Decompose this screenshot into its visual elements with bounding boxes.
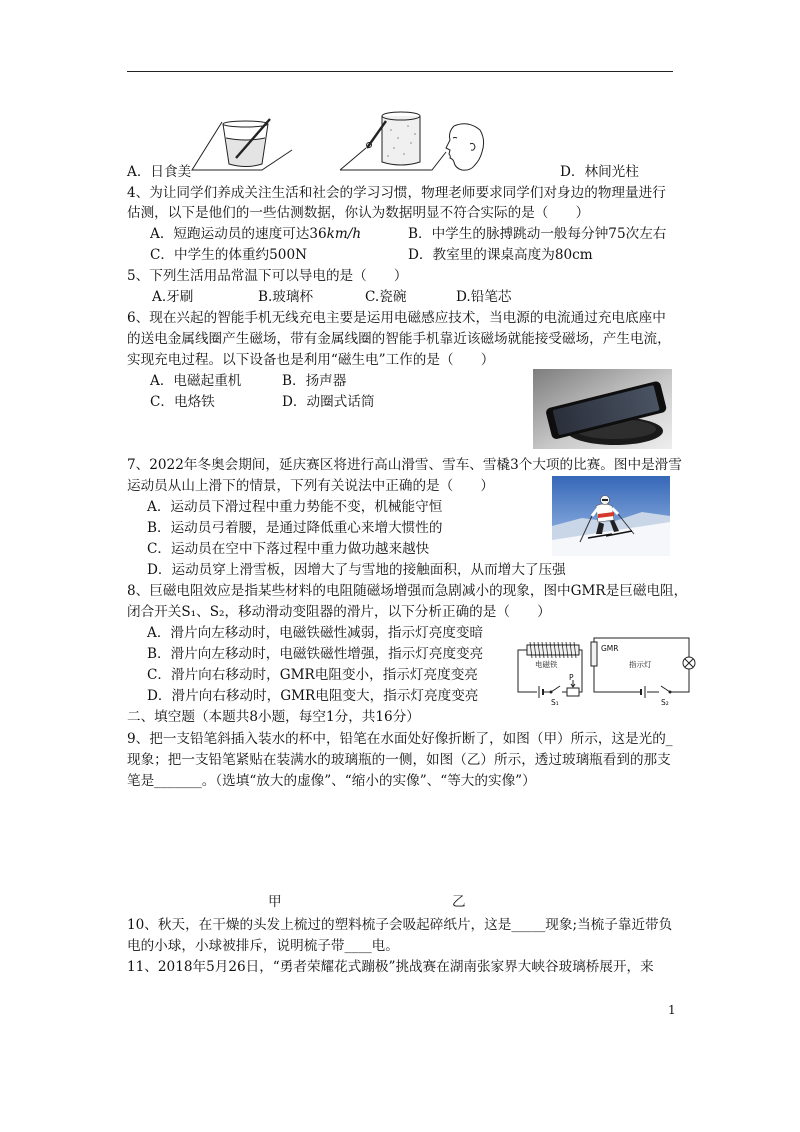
q6-stem-line-2: 的送电金属线圈产生磁场，带有金属线圈的智能手机靠近该磁场就能接受磁场，产生电流， bbox=[127, 331, 671, 347]
water-fill bbox=[226, 138, 265, 167]
header-rule bbox=[127, 71, 673, 72]
q4-option-a-text: A．短跑运动员的速度可达36 bbox=[150, 226, 327, 242]
face-profile bbox=[446, 126, 474, 170]
q9-stem-line-3: 笔是_______。（选填“放大的虚像”、“缩小的实像”、“等大的实像”） bbox=[127, 773, 536, 789]
page-number: 1 bbox=[668, 1003, 676, 1017]
q5-stem: 5、下列生活用品常温下可以导电的是（ ） bbox=[127, 268, 408, 284]
q9-stem-line-2: 现象；把一支铅笔紧贴在装满水的玻璃瓶的一侧，如图（乙）所示，透过玻璃瓶看到的那支 bbox=[127, 752, 671, 768]
q8-stem-line-1: 8、巨磁电阻效应是指某些材料的电阻随磁场增强而急剧减小的现象，图中GMR是巨磁电阻， bbox=[127, 583, 688, 599]
q7-option-b: B．运动员弓着腰，是通过降低重心来增大惯性的 bbox=[147, 520, 443, 536]
q9-figure-label-yi: 乙 bbox=[452, 894, 466, 910]
q4-option-c: C．中学生的体重约500N bbox=[150, 247, 307, 263]
hair-outline bbox=[454, 124, 484, 166]
tabletop-edge bbox=[340, 148, 366, 170]
q6-option-c: C．电烙铁 bbox=[150, 394, 215, 410]
q4-option-b: B．中学生的脉搏跳动一般每分钟75次左右 bbox=[408, 226, 667, 242]
q11-stem-line-1: 11、2018年5月26日，“勇者荣耀花式蹦极”挑战赛在湖南张家界大峡谷玻璃桥展开，来 bbox=[127, 959, 654, 975]
right-wire-2 bbox=[671, 669, 689, 692]
right-wire-4 bbox=[594, 666, 641, 692]
lamp-label: 指示灯 bbox=[629, 660, 652, 669]
eye bbox=[453, 138, 457, 139]
switch-1-blade bbox=[551, 686, 560, 692]
q8-option-a: A．滑片向左移动时，电磁铁磁性减弱，指示灯亮度变暗 bbox=[147, 625, 484, 641]
q8-option-b: B．滑片向左移动时，电磁铁磁性增强，指示灯亮度变亮 bbox=[147, 646, 484, 662]
q5-option-b: B.玻璃杯 bbox=[258, 289, 314, 305]
q8-stem-line-2: 闭合开关S₁、S₂，移动滑动变阻器的滑片，以下分析正确的是（ ） bbox=[127, 604, 551, 620]
q6-option-a: A．电磁起重机 bbox=[150, 373, 242, 389]
q4-stem-line-2: 估测，以下是他们的一些估测数据，你认为数据明显不符合实际的是（ ） bbox=[127, 205, 590, 221]
gmr-label: GMR bbox=[601, 644, 619, 653]
gmr-resistor bbox=[591, 642, 597, 666]
q5-option-c: C.瓷碗 bbox=[365, 289, 407, 305]
q5-option-a: A.牙刷 bbox=[152, 289, 194, 305]
rheostat bbox=[567, 688, 579, 696]
switch-1-label: S₁ bbox=[551, 698, 559, 707]
q7-option-a: A．运动员下滑过程中重力势能不变，机械能守恒 bbox=[147, 499, 443, 515]
q6-stem-line-1: 6、现在兴起的智能手机无线充电主要是运用电磁感应技术，当电源的电流通过充电底座中 bbox=[127, 310, 666, 326]
q6-option-b: B．扬声器 bbox=[282, 373, 347, 389]
q4-stem-line-1: 4、为让同学们养成关注生活和社会的学习习惯，物理老师要求同学们对身边的物理量进行 bbox=[127, 185, 666, 201]
q4-option-d: D．教室里的课桌高度为80cm bbox=[408, 247, 593, 263]
q4-option-a-unit: km/h bbox=[326, 226, 362, 242]
q10-stem-line-2: 电的小球，小球被排斥，说明梳子带____电。 bbox=[127, 938, 399, 954]
left-wire-4 bbox=[579, 650, 582, 692]
gmr-circuit-diagram bbox=[513, 636, 699, 708]
left-wire-1 bbox=[518, 650, 537, 692]
q9-stem-line-1: 9、把一支铅笔斜插入装水的杯中，铅笔在水面处好像折断了，如图（甲）所示，这是光的_ bbox=[127, 731, 673, 747]
switch-2-label: S₂ bbox=[661, 698, 669, 707]
slider-label: P bbox=[569, 673, 574, 682]
section-2-title: 二、填空题（本题共8小题，每空1分，共16分） bbox=[127, 709, 420, 725]
glass-rim bbox=[223, 121, 268, 127]
face-profile-illustration bbox=[440, 122, 488, 174]
q8-option-d: D．滑片向右移动时，GMR电阻变大，指示灯亮度变亮 bbox=[147, 688, 479, 704]
skier-photo bbox=[552, 476, 670, 556]
switch-2-blade bbox=[661, 686, 670, 692]
glass-with-pencil-illustration bbox=[186, 114, 296, 176]
q7-stem-line-1: 7、2022年冬奥会期间，延庆赛区将进行高山滑雪、雪车、雪橇3个大项的比赛。图中是滑雪 bbox=[127, 457, 682, 473]
q3-option-d: D．林间光柱 bbox=[560, 164, 639, 180]
q6-option-d: D．动圈式话筒 bbox=[282, 394, 375, 410]
q7-stem-line-2: 运动员从山上滑下的情景，下列有关说法中正确的是（ ） bbox=[127, 478, 495, 494]
electromagnet-label: 电磁铁 bbox=[535, 660, 558, 669]
q4-option-a bbox=[150, 224, 361, 244]
beaker-with-pencil-illustration bbox=[336, 108, 448, 174]
q5-option-d: D.铅笔芯 bbox=[456, 289, 512, 305]
q8-option-c: C．滑片向右移动时，GMR电阻变小，指示灯亮度变亮 bbox=[147, 667, 478, 683]
q7-option-c: C．运动员在空中下落过程中重力做功越来越快 bbox=[147, 541, 430, 557]
beaker-body bbox=[382, 116, 420, 165]
q10-stem-line-1: 10、秋天，在干燥的头发上梳过的塑料梳子会吸起碎纸片，这是_____现象;当梳子靠近带负 bbox=[127, 917, 673, 933]
q7-option-d: D．运动员穿上滑雪板，因增大了与雪地的接触面积，从而增大了压强 bbox=[147, 562, 566, 578]
q3-option-a: A．日食美 bbox=[127, 164, 192, 180]
q9-figure-label-jia: 甲 bbox=[268, 894, 282, 910]
goggles bbox=[602, 499, 608, 501]
ear bbox=[470, 143, 475, 150]
q6-stem-line-3: 实现充电过程。以下设备也是利用“磁生电”工作的是（ ） bbox=[127, 352, 495, 368]
wireless-charging-phone-photo bbox=[533, 369, 672, 449]
